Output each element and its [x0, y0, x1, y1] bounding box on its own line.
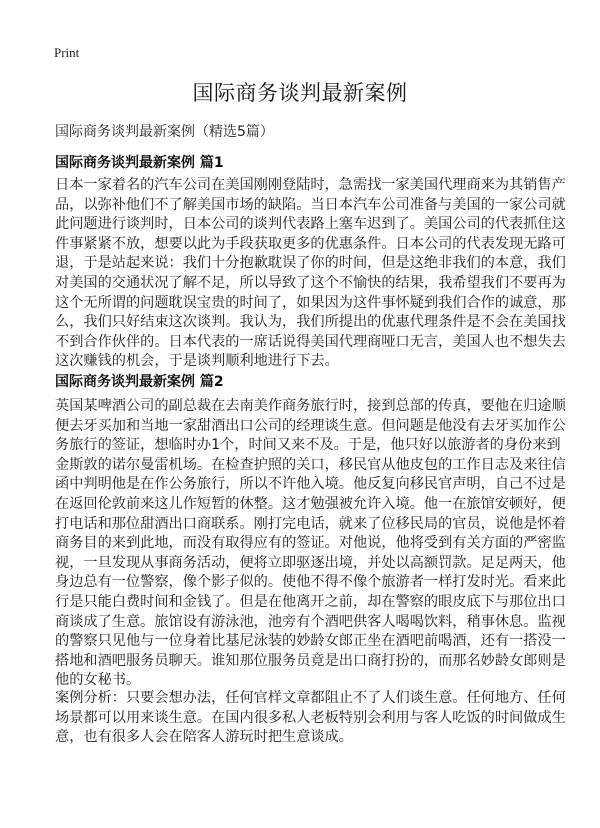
case-analysis-paragraph: [55, 689, 566, 748]
text-line: 身边总有一位警察，像个影子似的。使他不得不像个旅游者一样打发时光。看来此: [55, 574, 566, 591]
text-line: 意，也有很多人会在陪客人游玩时把生意谈成。: [55, 729, 353, 746]
text-line: 打电话和那位甜酒出口商联系。刚打完电话，就来了位移民局的官员，说他是怀着: [55, 515, 566, 532]
text-line: 件事紧紧不放，想要以此为手段获取更多的优惠条件。日本公司的代表发现无路可: [55, 235, 566, 252]
text-line: 金斯敦的诺尔曼雷机场。在检查护照的关口，移民官从他皮包的工作日志及来往信: [55, 456, 566, 473]
text-line: 对美国的交通状况了解不足，所以导致了这个不愉快的结果，我希望我们不要再为: [55, 274, 566, 291]
section-2-paragraph: [55, 397, 566, 691]
text-line: 英国某啤酒公司的副总裁在去南美作商务旅行时，接到总部的传真，要他在归途顺: [55, 398, 566, 414]
text-line: 案例分析：只要会想办法，任何官样文章都阻止不了人们谈生意。任何地方、任何: [55, 690, 566, 706]
text-line: 搭地和酒吧服务员聊天。谁知那位服务员竟是出口商打扮的，而那名妙龄女郎则是: [55, 652, 566, 669]
text-line: 此问题进行谈判时，日本公司的谈判代表路上塞车迟到了。美国公司的代表抓住这: [55, 216, 566, 233]
text-line: 这个无所谓的问题耽误宝贵的时间了，如果因为这件事怀疑到我们合作的诚意，那: [55, 294, 566, 311]
text-line: 品，以弥补他们不了解美国市场的缺陷。当日本汽车公司准备与美国的一家公司就: [55, 196, 566, 213]
text-line: 不到合作伙伴的。日本代表的一席话说得美国代理商哑口无言，美国人也不想失去: [55, 333, 566, 350]
text-line: 视，一旦发现从事商务活动，便将立即驱逐出境，并处以高额罚款。足足两天，他: [55, 554, 566, 571]
text-line: 商谈成了生意。旅馆设有游泳池，池旁有个酒吧供客人喝喝饮料，稍事休息。监视: [55, 613, 566, 630]
print-label[interactable]: Print: [54, 45, 80, 60]
text-line: 场景都可以用来谈生意。在国内很多私人老板特别会利用与客人吃饭的时间做成生: [55, 709, 566, 726]
text-line: 商务目的来到此地，而没有取得应有的签证。对他说，他将受到有关方面的严密监: [55, 535, 566, 552]
text-line: 么，我们只好结束这次谈判。我认为，我们所提出的优惠代理条件是不会在美国找: [55, 314, 566, 331]
text-line: 便去牙买加和当地一家甜酒出口公司的经理谈生意。但问题是他没有去牙买加作公: [55, 417, 566, 434]
text-line: 日本一家着名的汽车公司在美国刚刚登陆时，急需找一家美国代理商来为其销售产: [55, 177, 566, 193]
section-1-heading: 国际商务谈判最新案例 篇1: [55, 155, 224, 171]
text-line: 退，于是站起来说：我们十分抱歉耽误了你的时间，但是这绝非我们的本意，我们: [55, 255, 566, 272]
document-title: 国际商务谈判最新案例: [192, 81, 408, 105]
text-line: 行是只能白费时间和金钱了。但是在他离开之前，却在警察的眼皮底下与那位出口: [55, 593, 566, 610]
text-line: 他的女秘书。: [55, 672, 141, 689]
text-line: 函中判明他是在作公务旅行，所以不许他入境。他反复向移民官声明，自己不过是: [55, 476, 566, 493]
document-subtitle: 国际商务谈判最新案例（精选5篇）: [55, 124, 274, 140]
text-line: 务旅行的签证，想临时办1个，时间又来不及。于是，他只好以旅游者的身份来到: [55, 437, 561, 454]
text-line: 的警察只见他与一位身着比基尼泳装的妙龄女郎正坐在酒吧前喝酒，还有一搭没一: [55, 633, 566, 650]
text-line: 这次赚钱的机会，于是谈判顺利地进行下去。: [55, 353, 339, 370]
section-2-heading: 国际商务谈判最新案例 篇2: [55, 374, 224, 390]
section-1-paragraph: [55, 176, 566, 372]
text-line: 在返回伦敦前来这儿作短暂的休整。这才勉强被允许入境。他一在旅馆安顿好，便: [55, 495, 566, 512]
